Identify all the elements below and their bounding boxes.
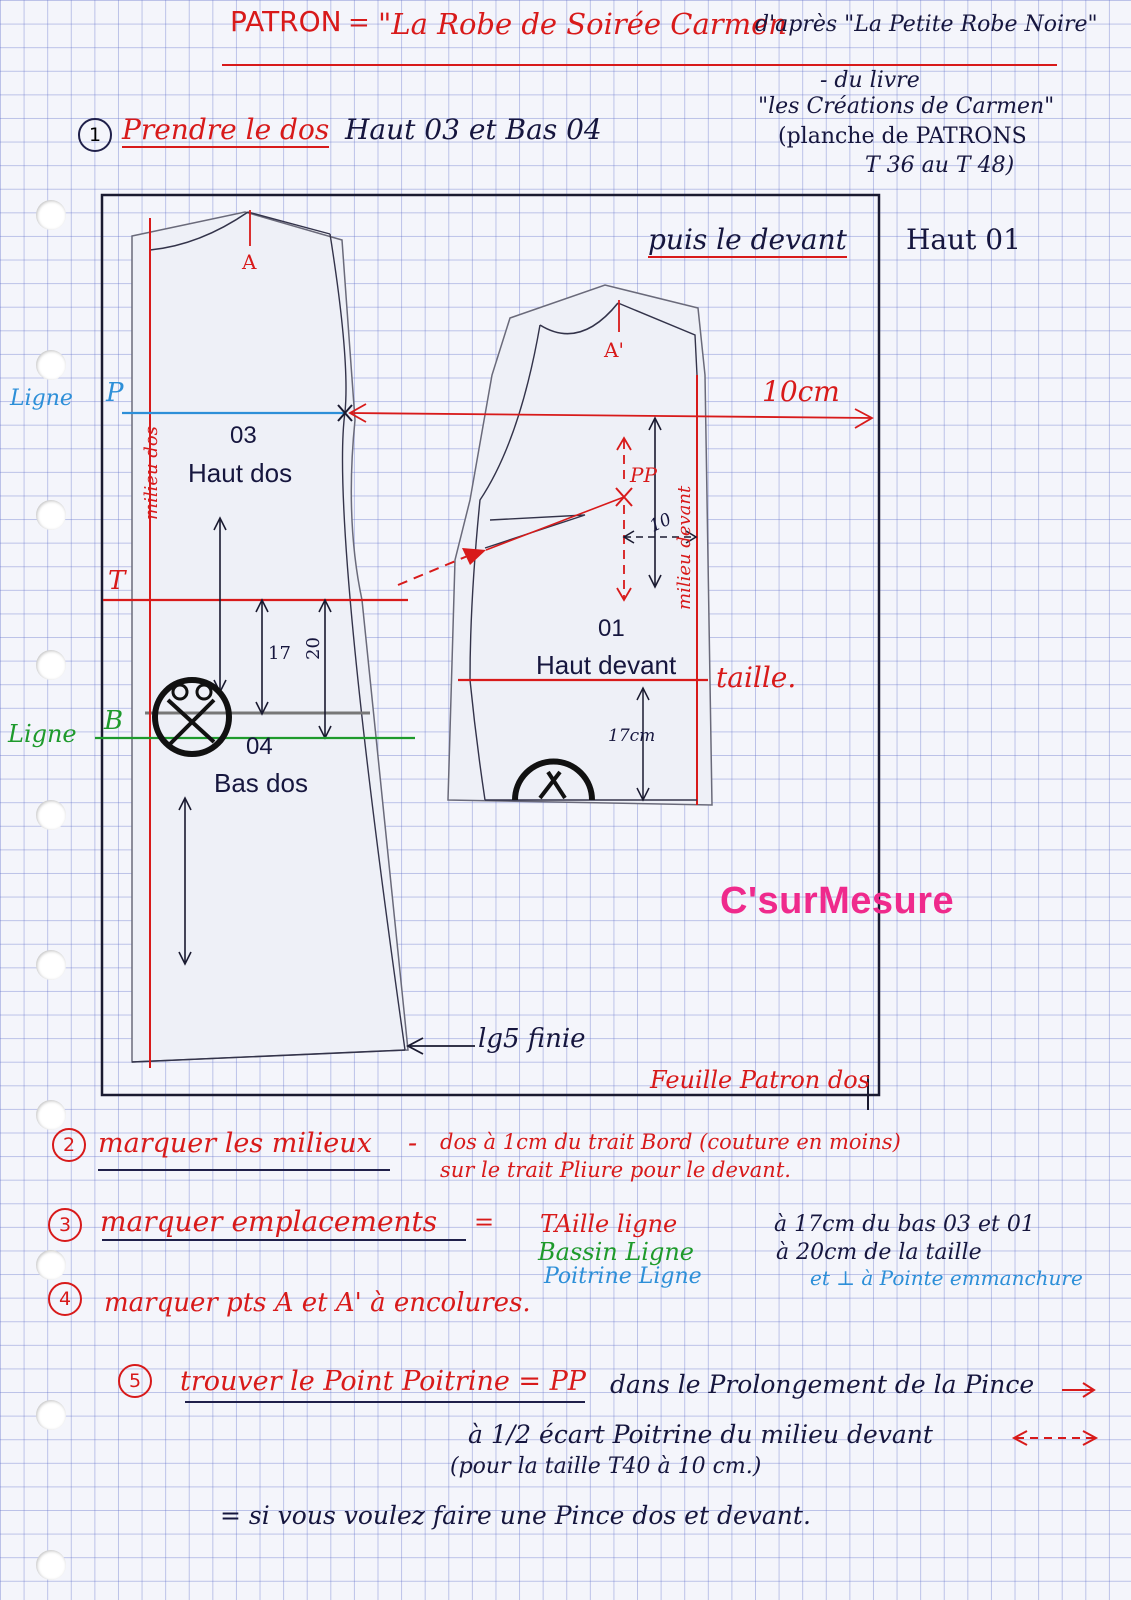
step-2-number: 2 bbox=[52, 1128, 86, 1162]
source-line-1: - du livre bbox=[820, 68, 920, 93]
step-1-then: puis le devant bbox=[648, 223, 847, 256]
step-2-line-2: sur le trait Pliure pour le devant. bbox=[440, 1158, 791, 1182]
taille-label: taille. bbox=[716, 661, 797, 694]
twenty-label: 20 bbox=[303, 637, 324, 660]
step-2-line-1: dos à 1cm du trait Bord (couture en moins) bbox=[440, 1130, 901, 1154]
piece-04-number: 04 bbox=[246, 733, 273, 760]
poitrine-ligne-label: Poitrine Ligne bbox=[544, 1264, 702, 1289]
milieu-dos-label: milieu dos bbox=[141, 426, 162, 520]
title-main: "La Robe de Soirée Carmen bbox=[378, 7, 787, 41]
piece-03-number: 03 bbox=[230, 422, 257, 449]
seventeen-label: 17 bbox=[268, 643, 291, 664]
ligne-b-mark: B bbox=[104, 706, 124, 736]
seventeen-cm-label: 17cm bbox=[608, 726, 656, 746]
piece-04-name: Bas dos bbox=[214, 768, 308, 798]
back-pattern-piece bbox=[132, 212, 408, 1062]
step-5-text-4: = si vous voulez faire une Pince dos et devant. bbox=[220, 1501, 811, 1530]
title-after: d'après "La Petite Robe Noire" bbox=[755, 12, 1098, 37]
step-3-title: marquer emplacements bbox=[100, 1205, 438, 1238]
step-4-title: marquer pts A et A' à encolures. bbox=[104, 1288, 531, 1318]
step-1-pieces: Haut 03 et Bas 04 bbox=[345, 113, 602, 146]
ligne-b-label: Ligne bbox=[8, 720, 77, 748]
lg5-finie-label: lg5 finie bbox=[478, 1024, 586, 1054]
point-a-prime: A' bbox=[604, 338, 624, 362]
source-line-4: T 36 au T 48) bbox=[865, 153, 1015, 178]
step-5-text-3: (pour la taille T40 à 10 cm.) bbox=[450, 1454, 762, 1479]
step-2-dash: - bbox=[408, 1128, 418, 1159]
step-5-text-2: à 1/2 écart Poitrine du milieu devant bbox=[468, 1420, 933, 1449]
title-eq: = bbox=[348, 8, 370, 38]
ligne-p-mark: P bbox=[106, 378, 124, 408]
step-5-number: 5 bbox=[118, 1364, 152, 1398]
source-line-2: "les Créations de Carmen" bbox=[758, 94, 1055, 119]
milieu-devant-label: milieu devant bbox=[674, 485, 695, 610]
pp-label: PP bbox=[630, 463, 657, 487]
step-3-eq: = bbox=[474, 1208, 495, 1236]
front-pattern-piece bbox=[448, 285, 712, 805]
piece-03-name: Haut dos bbox=[188, 458, 293, 488]
taille-ligne-label: TAille ligne bbox=[540, 1210, 678, 1238]
taille-ligne-value: à 17cm du bas 03 et 01 bbox=[774, 1212, 1035, 1237]
ligne-t-mark: T bbox=[108, 566, 126, 596]
feuille-patron-label: Feuille Patron dos bbox=[650, 1066, 871, 1094]
ligne-p-label: Ligne bbox=[10, 386, 73, 411]
bassin-ligne-value: à 20cm de la taille bbox=[776, 1240, 982, 1265]
bassin-ligne-label: Bassin Ligne bbox=[538, 1238, 694, 1266]
point-a: A bbox=[242, 250, 257, 274]
ten-cm-label: 10cm bbox=[762, 375, 840, 408]
poitrine-ligne-value: et ⊥ à Pointe emmanchure bbox=[810, 1266, 1083, 1290]
piece-01-number: 01 bbox=[598, 615, 625, 642]
step-2-title: marquer les milieux bbox=[98, 1128, 372, 1159]
step-1-text: Prendre le dos bbox=[122, 113, 330, 146]
step-3-number: 3 bbox=[48, 1208, 82, 1242]
step-1-number: 1 bbox=[78, 118, 112, 152]
source-line-3: (planche de PATRONS bbox=[778, 124, 1027, 149]
ten-label: 10 bbox=[646, 509, 675, 537]
step-5-text-1: dans le Prolongement de la Pince bbox=[610, 1370, 1035, 1399]
piece-01-name: Haut devant bbox=[536, 650, 677, 680]
title-prefix: PATRON bbox=[230, 5, 342, 38]
brand-watermark: C'surMesure bbox=[720, 880, 955, 922]
step-1-front: Haut 01 bbox=[906, 223, 1021, 256]
step-5-title: trouver le Point Poitrine = PP bbox=[180, 1366, 586, 1397]
step-4-number: 4 bbox=[48, 1282, 82, 1316]
